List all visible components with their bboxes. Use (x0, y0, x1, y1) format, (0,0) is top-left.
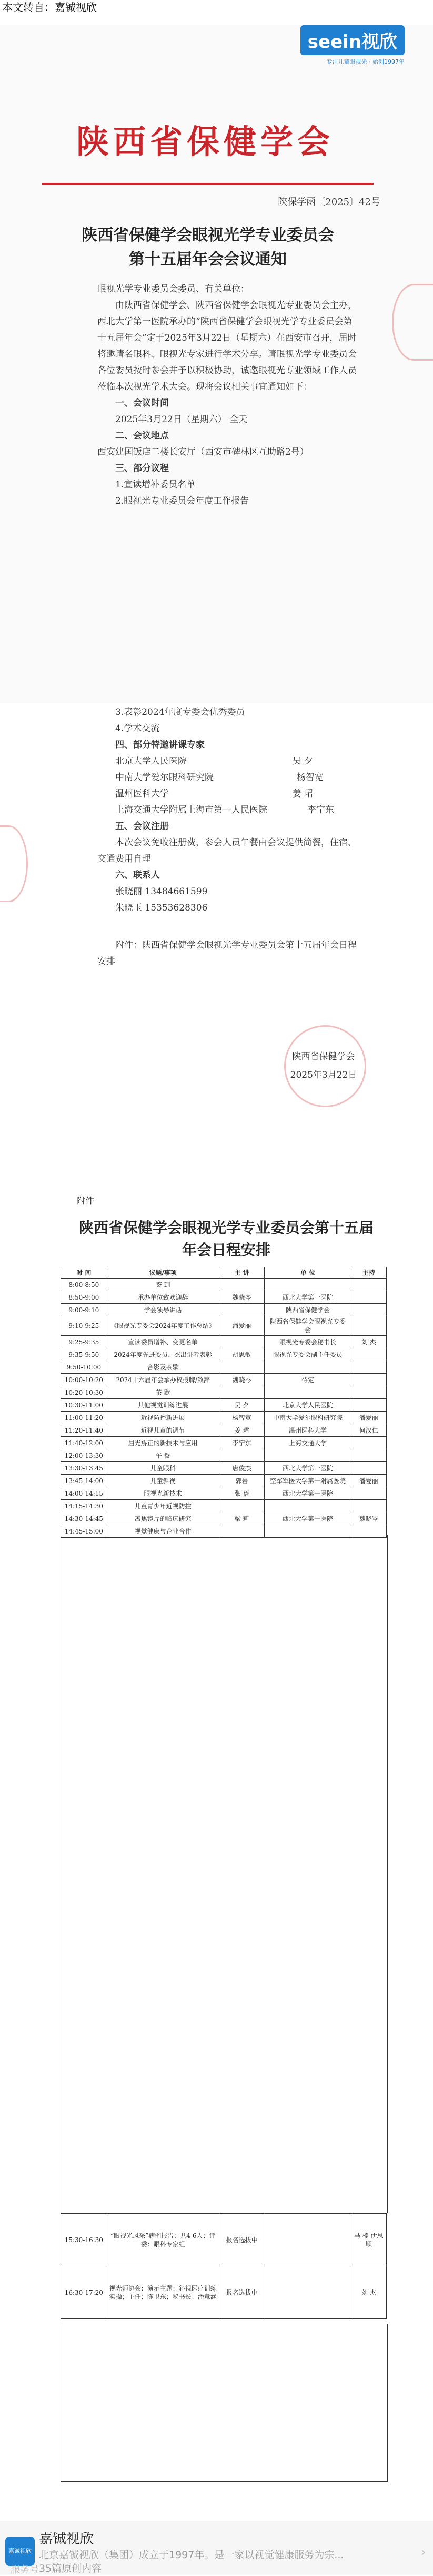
account-name: 嘉铖视欣 (39, 2531, 94, 2547)
account-card[interactable] (0, 2521, 433, 2575)
row-topic: 离焦镜片的临床研究 (107, 1512, 219, 1525)
expert-org: 中南大学爱尔眼科研究院 (115, 772, 214, 783)
agenda-item-3: 3.表彰2024年度专委会优秀委员 (115, 707, 245, 718)
account-description: 北京嘉铖视欣（集团）成立于1997年。是一家以视觉健康服务为宗... (39, 2549, 344, 2561)
row-time: 14:00-14:15 (61, 1487, 107, 1500)
row-unit: 陕西省保健学会 (265, 1304, 351, 1316)
schedule-row (61, 1348, 387, 1361)
row-unit: 北京大学人民医院 (265, 1399, 351, 1412)
expert-org: 温州医科大学 (115, 789, 169, 799)
row-host: 刘 杰 (351, 2266, 387, 2319)
row-topic: 儿童眼科 (107, 1462, 219, 1475)
row-topic: 儿童青少年近视防控 (107, 1500, 219, 1512)
row-unit: 中南大学爱尔眼科研究院 (265, 1412, 351, 1424)
schedule-row (61, 1374, 387, 1386)
row-time: 11:00-11:20 (61, 1412, 107, 1424)
row-unit (265, 1361, 351, 1374)
row-speaker: 杨智宽 (219, 1412, 265, 1424)
row-unit: 西北大学第一医院 (265, 1291, 351, 1304)
row-host (351, 1500, 386, 1512)
row-topic: 视光师协会：演示主题：斜视医疗训练实操；主任：陈卫东；秘书长：潘意涵 (107, 2266, 219, 2319)
section-agenda-head: 三、部分议程 (115, 463, 169, 474)
row-unit: 上海交通大学 (265, 1437, 351, 1449)
row-host: 魏晓岑 (351, 1512, 386, 1525)
row-host (351, 1462, 386, 1475)
title-line-2: 第十五届年会会议通知 (129, 250, 287, 269)
spacer (97, 916, 360, 937)
row-speaker: 吴 夕 (219, 1399, 265, 1412)
section-registration-head: 五、会议注册 (115, 821, 169, 832)
expert-row (97, 770, 360, 786)
row-unit (265, 2266, 351, 2319)
col-time: 时 间 (61, 1267, 107, 1279)
row-topic: 午 餐 (107, 1449, 219, 1462)
row-host (351, 1399, 386, 1412)
row-unit (265, 1386, 351, 1399)
row-host (351, 1361, 386, 1374)
schedule-table (61, 1267, 387, 1538)
schedule-title-line-1: 陕西省保健学会眼视光学专业委员会第十五届 (79, 1219, 374, 1236)
row-topic: 签 到 (107, 1279, 219, 1291)
schedule-row (61, 1361, 387, 1374)
row-time: 9:00-9:10 (61, 1304, 107, 1316)
row-topic: 《眼视光专委会2024年度工作总结》 (107, 1316, 219, 1336)
row-speaker: 报名选拔中 (219, 2266, 265, 2319)
account-article-count: 35篇原创内容 (39, 2563, 102, 2574)
row-unit: 温州医科大学 (265, 1424, 351, 1437)
schedule-row (61, 2214, 387, 2266)
contact-2: 朱晓玉 15353628306 (115, 903, 208, 913)
row-unit: 待定 (265, 1374, 351, 1386)
section-place-head: 二、会议地点 (115, 431, 169, 441)
row-speaker (219, 1500, 265, 1512)
row-speaker (219, 1336, 265, 1348)
row-topic: 屈光矫正的新技术与应用 (107, 1437, 219, 1449)
expert-name: 姜 珺 (292, 789, 313, 799)
seal-stamp-left (0, 825, 28, 902)
row-topic: 承办单位致欢迎辞 (107, 1291, 219, 1304)
schedule-row (61, 1500, 387, 1512)
service-account-label: 服务号 (11, 2564, 39, 2575)
row-unit: 西北大学第一医院 (265, 1487, 351, 1500)
expert-row (97, 786, 360, 802)
expert-org: 北京大学人民医院 (115, 756, 187, 766)
row-topic: 2024年度先进委员、杰出讲者表彰 (107, 1348, 219, 1361)
row-host: 刘 杰 (351, 1336, 386, 1348)
schedule-row (61, 1462, 387, 1475)
row-unit (265, 2214, 351, 2266)
row-topic: 视觉健康与企业合作 (107, 1525, 219, 1538)
row-time: 9:35-9:50 (61, 1348, 107, 1361)
seal-stamp-right (392, 284, 433, 361)
row-unit: 陕西省保健学会眼视光专委会 (265, 1316, 351, 1336)
row-speaker: 潘爱丽 (219, 1316, 265, 1336)
row-time: 8:50-9:00 (61, 1291, 107, 1304)
agenda-item-1: 1.宣读增补委员名单 (115, 479, 196, 490)
row-host (351, 1279, 386, 1291)
row-topic: 2024十六届年会承办权授牌/致辞 (107, 1374, 219, 1386)
row-speaker: 报名选拔中 (219, 2214, 265, 2266)
schedule-row (61, 1437, 387, 1449)
schedule-table-frame-bottom (61, 2324, 388, 2482)
notice-body-continued (97, 704, 360, 970)
section-time-head: 一、会议时间 (115, 398, 169, 408)
attachment-label: 附件 (76, 1196, 94, 1207)
row-host (351, 1374, 386, 1386)
schedule-table-continued (61, 2213, 387, 2319)
row-topic: 茶 歇 (107, 1386, 219, 1399)
repost-source (0, 0, 433, 15)
row-time: 10:20-10:30 (61, 1386, 107, 1399)
row-unit: 空军军医大学第一附属医院 (265, 1475, 351, 1487)
section-time-text: 2025年3月22日（星期六） 全天 (115, 414, 248, 425)
schedule-row (61, 1291, 387, 1304)
row-topic: 眼视光新技术 (107, 1487, 219, 1500)
agenda-item-2: 2.眼视光专业委员会年度工作报告 (115, 496, 249, 506)
row-time: 15:30-16:30 (61, 2214, 107, 2266)
expert-row (97, 753, 360, 770)
repost-label: 本文转自： (2, 1, 55, 14)
signature-org: 陕西省保健学会 (292, 1051, 355, 1062)
section-registration-text: 本次会议免收注册费，参会人员午餐由会议提供简餐，住宿、交通费用自理 (97, 837, 357, 864)
schedule-row (61, 1412, 387, 1424)
row-time: 10:30-11:00 (61, 1399, 107, 1412)
row-speaker: 唐俊杰 (219, 1462, 265, 1475)
schedule-row (61, 1386, 387, 1399)
notice-body (97, 281, 360, 509)
expert-name: 杨智宽 (297, 772, 324, 783)
schedule-row (61, 1336, 387, 1348)
row-time: 10:00-10:20 (61, 1374, 107, 1386)
row-host (351, 1304, 386, 1316)
schedule-title-line-2: 年会日程安排 (182, 1241, 270, 1259)
row-speaker: 郭岩 (219, 1475, 265, 1487)
schedule-row (61, 1279, 387, 1291)
row-topic: 学会领导讲话 (107, 1304, 219, 1316)
expert-org: 上海交通大学附属上海市第一人民医院 (115, 805, 267, 815)
schedule-row (61, 1475, 387, 1487)
schedule-row (61, 1449, 387, 1462)
schedule-row (61, 1512, 387, 1525)
account-avatar: 嘉铖视欣 (5, 2537, 35, 2566)
row-host: 马 楠 伊思顺 (351, 2214, 387, 2266)
row-speaker: 胡思敏 (219, 1348, 265, 1361)
row-host (351, 1437, 386, 1449)
letterhead: 陕西省保健学会 (76, 122, 334, 161)
seein-logo: seein视欣 (300, 25, 405, 55)
row-host (351, 1386, 386, 1399)
row-host (351, 1449, 386, 1462)
document-number: 陕保学函〔2025〕42号 (278, 197, 380, 208)
row-unit: 眼视光专委会秘书长 (265, 1336, 351, 1348)
row-time: 12:00-13:30 (61, 1449, 107, 1462)
schedule-row (61, 1304, 387, 1316)
official-seal (284, 1025, 366, 1107)
row-time: 14:45-15:00 (61, 1525, 107, 1538)
repost-source-name[interactable]: 嘉铖视欣 (55, 1, 97, 14)
row-topic: “眼视光风采”病例报告：共4-6人；评委：眼科专家组 (107, 2214, 219, 2266)
schedule-row (61, 1399, 387, 1412)
intro-paragraph: 由陕西省保健学会、陕西省保健学会眼视光专业委员会主办，西北大学第一医院承办的“陕西省保健学会眼视光学专业委员会第十五届年会”定于2025年3月22日（星期六）在西安市召开，届时将邀请名眼科、眼视光专家进行学术分享。请眼视光学专业委员会各位委员按时参会并予以积极协助，诚邀眼视光专业领域工作人员莅临本次视光学术大会。现将会议相关事宜通知如下： (97, 300, 357, 392)
row-time: 9:25-9:35 (61, 1336, 107, 1348)
row-speaker (219, 1361, 265, 1374)
row-unit (265, 1279, 351, 1291)
row-speaker: 张 蓓 (219, 1487, 265, 1500)
row-time: 8:00-8:50 (61, 1279, 107, 1291)
row-time: 16:30-17:20 (61, 2266, 107, 2319)
row-unit: 西北大学第一医院 (265, 1462, 351, 1475)
row-speaker (219, 1304, 265, 1316)
schedule-header-row (61, 1267, 387, 1279)
row-time: 9:10-9:25 (61, 1316, 107, 1336)
row-topic: 儿童斜视 (107, 1475, 219, 1487)
row-host: 潘爱丽 (351, 1475, 386, 1487)
row-unit (265, 1449, 351, 1462)
document-title (42, 223, 374, 272)
row-time: 14:15-14:30 (61, 1500, 107, 1512)
attachment-note: 附件：陕西省保健学会眼视光学专业委员会第十五届年会日程安排 (97, 940, 357, 967)
row-host (351, 1348, 386, 1361)
section-experts-head: 四、部分特邀讲课专家 (115, 740, 205, 750)
brand-tagline: 专注儿童眼视光 · 始创1997年 (326, 58, 405, 65)
row-unit: 眼视光专委会副主任委员 (265, 1348, 351, 1361)
row-time: 9:50-10:00 (61, 1361, 107, 1374)
row-topic: 近视儿童的调节 (107, 1424, 219, 1437)
chevron-right-icon: › (421, 2546, 426, 2559)
schedule-row (61, 1424, 387, 1437)
col-topic: 议题/事项 (107, 1267, 219, 1279)
row-time: 11:20-11:40 (61, 1424, 107, 1437)
row-unit: 西北大学第一医院 (265, 1512, 351, 1525)
row-host (351, 1291, 386, 1304)
schedule-row (61, 1487, 387, 1500)
row-host: 潘爱丽 (351, 1412, 386, 1424)
row-speaker: 梁 莉 (219, 1512, 265, 1525)
brand-logo-block (294, 25, 405, 66)
salutation: 眼视光学专业委员会委员、有关单位： (97, 284, 249, 294)
title-line-1: 陕西省保健学会眼视光学专业委员会 (82, 226, 334, 244)
agenda-item-4: 4.学术交流 (115, 723, 160, 734)
row-speaker: 李宁东 (219, 1437, 265, 1449)
section-contacts-head: 六、联系人 (115, 870, 160, 881)
row-unit (265, 1500, 351, 1512)
schedule-table-frame (61, 1535, 388, 2213)
schedule-row (61, 2266, 387, 2319)
row-speaker (219, 1449, 265, 1462)
col-speaker: 主 讲 (219, 1267, 265, 1279)
row-host: 何汉仁 (351, 1424, 386, 1437)
row-topic: 近视防控新进展 (107, 1412, 219, 1424)
row-topic: 合影及茶歇 (107, 1361, 219, 1374)
row-time: 14:30-14:45 (61, 1512, 107, 1525)
expert-name: 李宁东 (307, 805, 334, 815)
contact-1: 张晓丽 13484661599 (115, 886, 208, 897)
row-topic: 宣读委员增补、变更名单 (107, 1336, 219, 1348)
row-speaker (219, 1279, 265, 1291)
row-time: 11:40-12:00 (61, 1437, 107, 1449)
signature-date: 2025年3月22日 (290, 1070, 357, 1080)
row-host (351, 1487, 386, 1500)
row-speaker: 姜 珺 (219, 1424, 265, 1437)
col-unit: 单 位 (265, 1267, 351, 1279)
red-divider (42, 183, 374, 185)
row-speaker: 魏晓岑 (219, 1291, 265, 1304)
row-time: 13:45-14:00 (61, 1475, 107, 1487)
schedule-row (61, 1316, 387, 1336)
row-time: 13:30-13:45 (61, 1462, 107, 1475)
schedule-title (79, 1217, 374, 1261)
row-host (351, 1316, 386, 1336)
row-speaker (219, 1386, 265, 1399)
row-topic: 其他视觉训练进展 (107, 1399, 219, 1412)
section-place-text: 西安建国饭店二楼长安厅（西安市碑林区互助路2号） (97, 447, 309, 457)
expert-name: 吴 夕 (292, 756, 313, 766)
col-host: 主持 (351, 1267, 386, 1279)
expert-row (97, 802, 360, 819)
row-speaker: 魏晓岑 (219, 1374, 265, 1386)
